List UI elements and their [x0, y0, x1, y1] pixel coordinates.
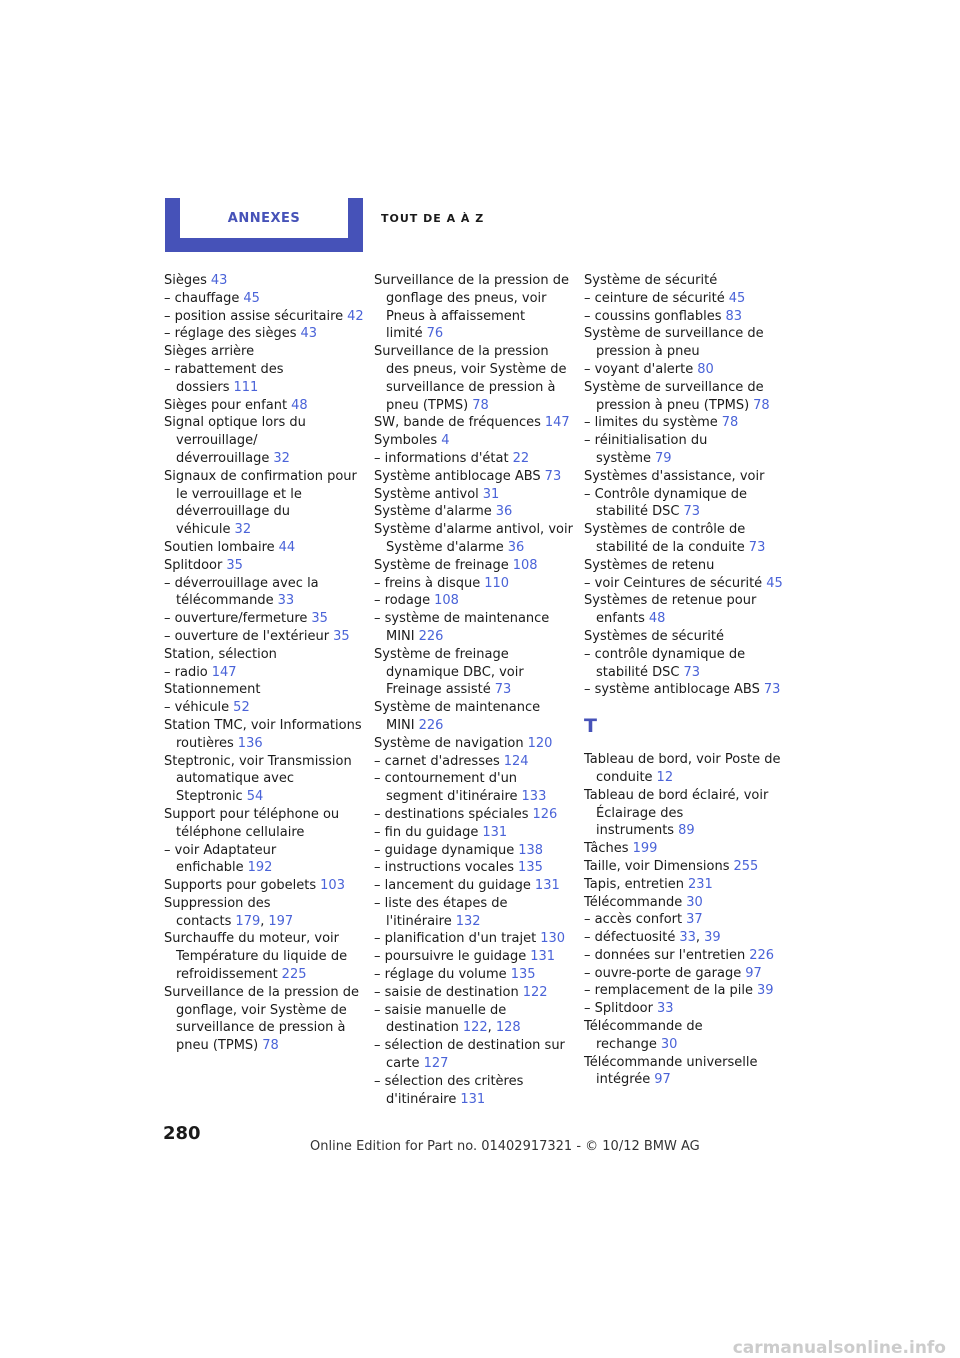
index-entry: [164, 557, 364, 575]
index-entry-text: Station, sélection: [164, 646, 277, 662]
page-reference-link[interactable]: 45: [728, 290, 746, 306]
watermark: carmanualsonline.info: [732, 1338, 946, 1358]
index-entry-text: Système d'alarme: [374, 504, 492, 520]
index-entry: [584, 486, 784, 522]
index-entry: [584, 751, 784, 787]
page-reference-link[interactable]: 78: [721, 415, 739, 431]
page-reference-link[interactable]: 48: [648, 611, 666, 627]
page-reference-link[interactable]: 52: [233, 700, 250, 716]
index-entry: [584, 468, 784, 486]
index-entry: [584, 379, 784, 415]
index-entry: [374, 984, 574, 1002]
index-entry-text: – système antiblocage ABS: [584, 682, 760, 698]
page-reference-link[interactable]: 22: [512, 450, 530, 466]
index-entry: [374, 592, 574, 610]
page-reference-link[interactable]: 35: [226, 557, 243, 573]
page-reference-link[interactable]: 73: [683, 664, 701, 680]
index-entry: [374, 646, 574, 699]
index-entry-text: – sélection de destination sur carte: [374, 1038, 565, 1072]
index-entry: [374, 343, 574, 414]
index-column-1: [164, 272, 364, 1055]
index-entry: [584, 894, 784, 912]
page-ref-separator: ,: [487, 1020, 492, 1036]
index-entry: [584, 1018, 784, 1054]
index-entry: [164, 895, 364, 931]
page-reference-link[interactable]: 42: [347, 308, 364, 324]
page-reference-link[interactable]: 147: [211, 664, 237, 680]
index-entry: [374, 877, 574, 895]
index-entry: [164, 414, 364, 467]
index-entry: [164, 717, 364, 753]
index-entry: [374, 966, 574, 984]
index-entry-text: Tâches: [584, 841, 629, 857]
index-entry-text: – coussins gonflables: [584, 308, 722, 324]
index-entry-text: Tableau de bord éclairé, voir Éclairage des instruments: [584, 787, 769, 839]
index-entry: [164, 664, 364, 682]
index-entry-text: Steptronic, voir Transmission automatique avec Steptronic: [164, 753, 352, 805]
page-reference-link[interactable]: 226: [418, 717, 444, 733]
page-reference-link[interactable]: 255: [733, 858, 759, 874]
page-reference-link[interactable]: 126: [532, 806, 558, 822]
index-entry: [374, 770, 574, 806]
page-reference-link[interactable]: 197: [268, 913, 294, 929]
page-reference-link[interactable]: 31: [482, 486, 500, 502]
index-entry: [584, 575, 784, 593]
page-reference-link[interactable]: 78: [472, 397, 489, 413]
index-entry-text: Sièges: [164, 273, 207, 288]
index-entry: [584, 592, 784, 628]
index-column-3: [584, 272, 784, 1089]
page-reference-link[interactable]: 78: [262, 1038, 279, 1054]
index-entry-text: – véhicule: [164, 700, 230, 716]
index-entry-text: – contrôle dynamique de stabilité DSC: [584, 646, 746, 680]
page-reference-link[interactable]: 33: [656, 1001, 674, 1017]
index-entry-text: Système de surveillance de pression à pneu (TPMS): [584, 379, 764, 413]
index-entry: [164, 308, 364, 326]
index-entry-text: – chauffage: [164, 290, 240, 306]
index-entry: [584, 308, 784, 326]
index-entry-text: – contournement d'un segment d'itinéraire: [374, 771, 518, 805]
page-reference-link[interactable]: 73: [763, 682, 781, 698]
index-entry: [164, 753, 364, 806]
index-entry: [584, 982, 784, 1000]
index-entry: [584, 272, 784, 290]
page-reference-link[interactable]: 136: [237, 735, 263, 751]
index-entry: [584, 1000, 784, 1018]
chapter-tab: [165, 198, 363, 252]
page-reference-link[interactable]: 127: [423, 1056, 449, 1072]
page-reference-link[interactable]: 225: [281, 967, 307, 983]
index-entry: [584, 414, 784, 432]
index-entry: [584, 361, 784, 379]
index-entry-text: Splitdoor: [164, 557, 223, 573]
page-reference-link[interactable]: 30: [686, 894, 703, 910]
index-entry: [374, 948, 574, 966]
index-entry-text: – saisie de destination: [374, 984, 519, 1000]
index-entry-text: Soutien lombaire: [164, 539, 275, 555]
index-entry: [374, 432, 574, 450]
index-entry-text: Télécommande universelle intégrée: [584, 1054, 758, 1088]
index-entry: [164, 877, 364, 895]
index-entry: [374, 610, 574, 646]
index-entry: [374, 806, 574, 824]
page-reference-link[interactable]: 120: [527, 735, 553, 751]
page-reference-link[interactable]: 231: [688, 876, 713, 892]
page-reference-link[interactable]: 131: [534, 878, 560, 894]
index-entry: [584, 876, 784, 894]
page-reference-link[interactable]: 135: [510, 967, 536, 983]
page-reference-link[interactable]: 226: [749, 947, 775, 963]
index-entry: [374, 1037, 574, 1073]
index-entry: [374, 753, 574, 771]
page-reference-link[interactable]: 133: [521, 789, 547, 805]
index-entry-text: Surveillance de la pression des pneus, voir Système de surveillance de pression à pneu (TPMS): [374, 344, 567, 413]
page-reference-link[interactable]: 103: [320, 878, 345, 894]
index-entry-text: Signaux de confirmation pour le verrouillage et le déverrouillage du véhicule: [164, 468, 357, 538]
index-entry-text: – voyant d'alerte: [584, 361, 694, 377]
index-entry: [374, 699, 574, 735]
index-entry-text: Tableau de bord, voir Poste de conduite: [584, 752, 781, 785]
index-entry-text: Système antiblocage ABS: [374, 468, 541, 484]
index-entry-text: – rabattement des dossiers: [164, 361, 284, 395]
page-reference-link[interactable]: 79: [655, 450, 672, 466]
index-entry-text: – ouvre-porte de garage: [584, 965, 742, 981]
index-entry-text: Stationnement: [164, 682, 261, 698]
index-entry-text: – système de maintenance MINI: [374, 611, 550, 644]
index-entry-text: Systèmes de sécurité: [584, 628, 724, 644]
index-entry: [164, 984, 364, 1055]
index-entry-text: – guidage dynamique: [374, 842, 515, 858]
index-entry: [584, 646, 784, 682]
index-entry: [584, 325, 784, 361]
index-entry-text: Système d'alarme antivol, voir Système d'alarme: [374, 522, 573, 555]
index-entry: [374, 824, 574, 842]
page-reference-link[interactable]: 30: [660, 1036, 678, 1052]
index-entry-text: Suppression des contacts: [164, 895, 271, 929]
index-entry-text: Taille, voir Dimensions: [584, 858, 730, 874]
index-entry: [374, 521, 574, 557]
index-entry: [164, 681, 364, 699]
page-reference-link[interactable]: 32: [273, 450, 290, 466]
index-entry: [584, 787, 784, 840]
index-entry-text: – liste des étapes de l'itinéraire: [374, 895, 508, 929]
page-reference-link[interactable]: 73: [544, 468, 562, 484]
index-entry: [164, 628, 364, 646]
index-entry: [164, 646, 364, 664]
page-reference-link[interactable]: 97: [745, 965, 762, 981]
index-entry: [584, 840, 784, 858]
index-entry-text: – réglage du volume: [374, 967, 507, 983]
index-entry-text: Système de freinage: [374, 557, 509, 573]
index-entry-text: Système antivol: [374, 486, 479, 502]
index-entry-text: – lancement du guidage: [374, 878, 531, 894]
index-entry: [584, 290, 784, 308]
page-reference-link[interactable]: 192: [247, 860, 273, 876]
index-column-2: [374, 272, 574, 1108]
page-number: 280: [163, 1123, 201, 1144]
index-entry: [374, 895, 574, 931]
index-entry-text: Surchauffe du moteur, voir Température du liquide de refroidissement: [164, 931, 348, 983]
page-reference-link[interactable]: 111: [233, 379, 259, 395]
page-reference-link[interactable]: 12: [656, 769, 674, 785]
index-entry-text: – instructions vocales: [374, 860, 515, 876]
page-reference-link[interactable]: 35: [333, 628, 350, 644]
index-entry: [374, 272, 574, 343]
index-entry-text: Système de maintenance MINI: [374, 700, 541, 733]
page-reference-link[interactable]: 33: [679, 930, 696, 946]
index-entry: [584, 432, 784, 468]
index-entry: [374, 575, 574, 593]
index-entry: [164, 806, 364, 842]
index-entry-text: SW, bande de fréquences: [374, 415, 541, 431]
index-entry-text: Télécommande de rechange: [584, 1019, 703, 1052]
index-entry-text: – réglage des sièges: [164, 326, 297, 342]
page-reference-link[interactable]: 45: [766, 575, 783, 591]
page-reference-link[interactable]: 124: [503, 753, 529, 769]
index-entry: [374, 930, 574, 948]
index-entry-text: – accès confort: [584, 912, 683, 928]
page-reference-link[interactable]: 73: [494, 682, 512, 698]
index-entry-text: – ouverture de l'extérieur: [164, 628, 330, 644]
index-entry-text: Télécommande: [584, 894, 683, 910]
index-entry-text: Système de sécurité: [584, 273, 718, 288]
page-reference-link[interactable]: 33: [277, 593, 295, 609]
index-entry-text: Systèmes de retenu: [584, 557, 715, 573]
index-entry-text: – remplacement de la pile: [584, 983, 754, 999]
index-entry-text: – informations d'état: [374, 450, 509, 466]
page-reference-link[interactable]: 54: [246, 789, 264, 805]
index-entry: [374, 842, 574, 860]
page-reference-link[interactable]: 108: [512, 557, 538, 573]
index-entry: [584, 521, 784, 557]
index-entry-text: – réinitialisation du système: [584, 433, 708, 466]
index-entry: [374, 859, 574, 877]
index-entry-text: Surveillance de la pression de gonflage, voir Système de surveillance de pression à pneu (TPMS): [164, 984, 359, 1054]
page-reference-link[interactable]: 122: [522, 984, 548, 1000]
index-entry-text: Tapis, entretien: [584, 876, 684, 892]
index-entry-text: Signal optique lors du verrouillage/ déverrouillage: [164, 415, 306, 466]
page-reference-link[interactable]: 78: [753, 397, 770, 413]
page-reference-link[interactable]: 89: [678, 823, 695, 839]
index-entry: [584, 557, 784, 575]
page-reference-link[interactable]: 147: [544, 415, 570, 431]
page-reference-link[interactable]: 73: [683, 504, 701, 520]
index-entry: [164, 397, 364, 415]
index-entry: [374, 414, 574, 432]
page-ref-separator: ,: [260, 913, 265, 929]
page-reference-link[interactable]: 199: [632, 841, 658, 857]
index-entry-text: Systèmes de retenue pour enfants: [584, 593, 757, 627]
page-reference-link[interactable]: 43: [210, 273, 228, 288]
index-entry-text: – Contrôle dynamique de stabilité DSC: [584, 486, 748, 520]
page-reference-link[interactable]: 97: [654, 1072, 671, 1088]
page-reference-link[interactable]: 43: [300, 326, 318, 342]
index-entry-text: – ceinture de sécurité: [584, 290, 725, 306]
page-reference-link[interactable]: 122: [462, 1020, 488, 1036]
index-entry: [374, 486, 574, 504]
index-entry-text: – limites du système: [584, 415, 718, 431]
page-ref-separator: ,: [695, 930, 701, 946]
page-reference-link[interactable]: 36: [495, 504, 513, 520]
index-entry: [584, 681, 784, 699]
index-entry-text: – planification d'un trajet: [374, 931, 537, 947]
page-reference-link[interactable]: 135: [518, 860, 543, 876]
index-entry-text: – ouverture/fermeture: [164, 611, 308, 627]
index-entry-text: Systèmes de contrôle de stabilité de la conduite: [584, 522, 746, 555]
index-entry-text: – freins à disque: [374, 575, 481, 591]
index-entry-text: – poursuivre le guidage: [374, 949, 527, 965]
index-letter-heading: T: [584, 715, 597, 738]
index-entry: [374, 450, 574, 468]
index-entry: [374, 468, 574, 486]
index-entry-text: Sièges pour enfant: [164, 397, 288, 413]
page-reference-link[interactable]: 76: [426, 326, 444, 342]
page-reference-link[interactable]: 179: [235, 913, 261, 929]
page-reference-link[interactable]: 35: [311, 611, 328, 627]
index-entry: [374, 557, 574, 575]
index-entry: [584, 628, 784, 646]
index-entry-text: – déverrouillage avec la télécommande: [164, 575, 319, 609]
index-entry: [164, 930, 364, 983]
index-entry-text: – destinations spéciales: [374, 806, 529, 822]
page-reference-link[interactable]: 132: [455, 913, 481, 929]
index-entry: [164, 842, 364, 878]
index-entry: [164, 575, 364, 611]
page-reference-link[interactable]: 80: [697, 361, 714, 377]
index-entry-text: – données sur l'entretien: [584, 947, 746, 963]
index-entry-text: – carnet d'adresses: [374, 753, 500, 769]
page-reference-link[interactable]: 108: [434, 593, 459, 609]
page-reference-link[interactable]: 138: [518, 842, 544, 858]
section-title: TOUT DE A À Z: [381, 212, 485, 225]
index-entry-text: Station TMC, voir Informations routières: [164, 717, 362, 751]
page-reference-link[interactable]: 128: [495, 1020, 521, 1036]
index-entry: [164, 343, 364, 361]
index-entry-text: Système de surveillance de pression à pneu: [584, 326, 764, 360]
index-entry: [164, 290, 364, 308]
index-entry-text: – voir Adaptateur enfichable: [164, 842, 277, 876]
index-entry-text: – saisie manuelle de destination: [374, 1002, 507, 1036]
index-entry-text: – défectuosité: [584, 930, 676, 946]
page-reference-link[interactable]: 39: [757, 983, 774, 999]
page-reference-link[interactable]: 32: [234, 522, 252, 538]
index-entry: [164, 699, 364, 717]
index-entry: [584, 929, 784, 947]
index-entry: [164, 272, 364, 290]
index-entry: [164, 468, 364, 539]
index-entry-text: Symboles: [374, 433, 438, 449]
index-entry-text: Systèmes d'assistance, voir: [584, 468, 765, 484]
index-entry-text: – position assise sécuritaire: [164, 308, 344, 324]
page-reference-link[interactable]: 226: [418, 628, 444, 644]
index-entry-text: Sièges arrière: [164, 344, 255, 360]
page-reference-link[interactable]: 130: [540, 931, 566, 947]
page-reference-link[interactable]: 110: [484, 575, 510, 591]
index-entry: [374, 503, 574, 521]
index-entry-text: – fin du guidage: [374, 824, 479, 840]
page-reference-link[interactable]: 4: [441, 433, 450, 449]
index-entry-text: – Splitdoor: [584, 1001, 653, 1017]
index-entry-text: Support pour téléphone ou téléphone cellulaire: [164, 806, 340, 840]
index-entry-text: – sélection des critères d'itinéraire: [374, 1073, 524, 1107]
page-reference-link[interactable]: 45: [243, 290, 260, 306]
page-reference-link[interactable]: 73: [748, 539, 766, 555]
index-entry: [584, 858, 784, 876]
index-entry: [584, 947, 784, 965]
index-entry-text: – radio: [164, 664, 208, 680]
index-entry: [374, 1073, 574, 1109]
index-entry-text: – voir Ceintures de sécurité: [584, 575, 763, 591]
index-entry-text: Système de navigation: [374, 735, 524, 751]
index-entry: [164, 361, 364, 397]
index-entry: [374, 1002, 574, 1038]
index-entry: [374, 735, 574, 753]
page-reference-link[interactable]: 36: [507, 539, 525, 555]
edition-footer: Online Edition for Part no. 01402917321 - © 10/12 BMW AG: [310, 1139, 700, 1154]
index-entry-text: Système de freinage dynamique DBC, voir Freinage assisté: [374, 646, 524, 698]
index-entry: [164, 539, 364, 557]
page-reference-link[interactable]: 37: [686, 912, 703, 928]
index-entry: [584, 965, 784, 983]
page-reference-link[interactable]: 39: [704, 930, 721, 946]
page-reference-link[interactable]: 44: [278, 539, 296, 555]
page-reference-link[interactable]: 131: [530, 949, 556, 965]
page-reference-link[interactable]: 131: [460, 1091, 486, 1107]
chapter-tab-label: ANNEXES: [180, 198, 348, 238]
page-reference-link[interactable]: 48: [291, 397, 308, 413]
index-entry-text: Surveillance de la pression de gonflage des pneus, voir Pneus à affaissement limité: [374, 273, 569, 342]
page-reference-link[interactable]: 131: [482, 824, 508, 840]
index-entry: [584, 1054, 784, 1090]
index-entry: [164, 610, 364, 628]
index-entry-text: – rodage: [374, 593, 431, 609]
page-reference-link[interactable]: 83: [725, 308, 743, 324]
index-entry: [164, 325, 364, 343]
index-entry: [584, 911, 784, 929]
index-entry-text: Supports pour gobelets: [164, 878, 317, 894]
